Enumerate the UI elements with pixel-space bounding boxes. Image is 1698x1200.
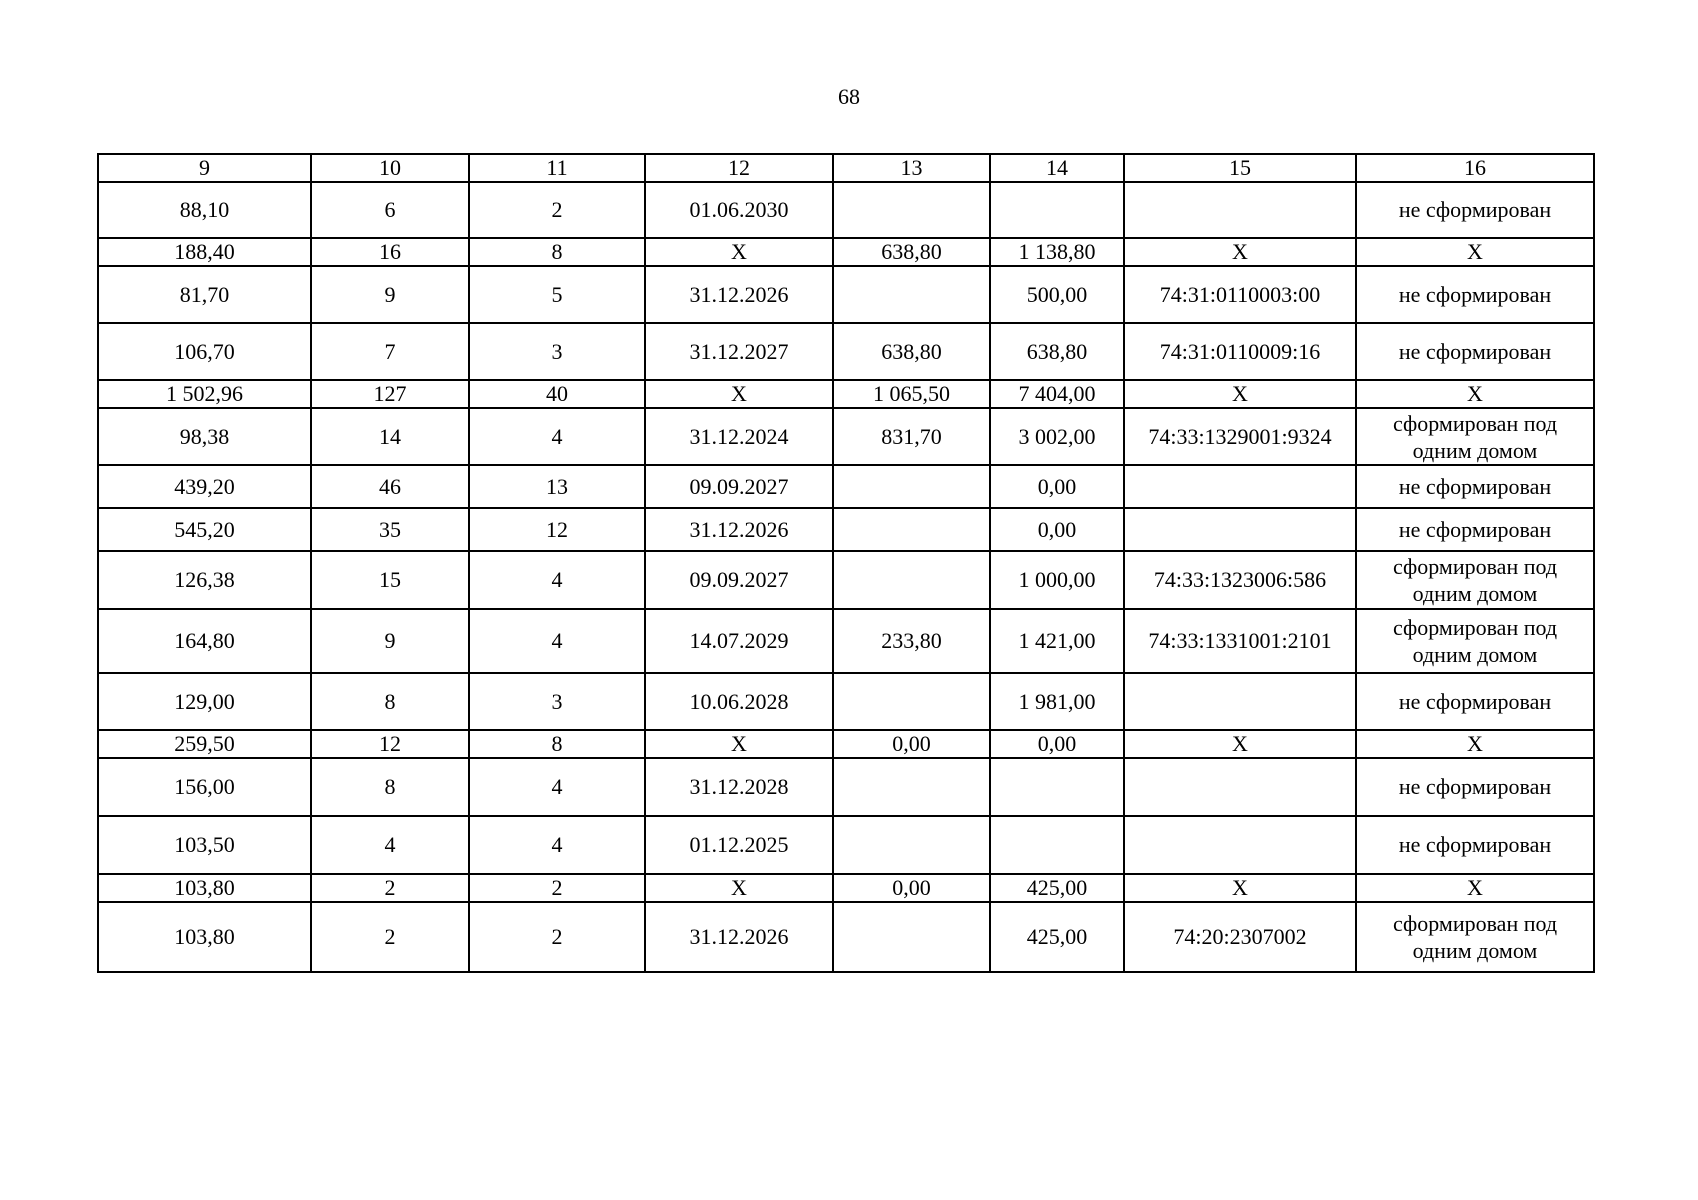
table-cell: 12 (469, 508, 645, 551)
table-cell: 164,80 (98, 609, 311, 673)
table-cell: 127 (311, 380, 469, 408)
table-cell: 31.12.2026 (645, 266, 833, 323)
table-cell: 1 000,00 (990, 551, 1124, 609)
table-cell: 3 002,00 (990, 408, 1124, 465)
table-cell (833, 902, 990, 972)
table-cell: 4 (469, 408, 645, 465)
table-cell: 500,00 (990, 266, 1124, 323)
table-row (98, 508, 1594, 551)
table-row (98, 874, 1594, 902)
table-cell (833, 551, 990, 609)
table-cell (1124, 508, 1356, 551)
table-cell: сформирован под одним домом (1356, 551, 1594, 609)
table-cell: 12 (311, 730, 469, 758)
table-cell: не сформирован (1356, 323, 1594, 380)
table-cell: 40 (469, 380, 645, 408)
table-cell: 0,00 (990, 508, 1124, 551)
table-cell (990, 758, 1124, 816)
table-cell: 31.12.2026 (645, 508, 833, 551)
table-cell: 4 (469, 609, 645, 673)
table-cell: не сформирован (1356, 673, 1594, 730)
table-cell: 4 (311, 816, 469, 874)
table-cell: 35 (311, 508, 469, 551)
table-cell: X (1356, 730, 1594, 758)
table-cell: 88,10 (98, 182, 311, 238)
table-cell: 0,00 (990, 465, 1124, 508)
table-cell: 1 421,00 (990, 609, 1124, 673)
table-cell: 74:33:1323006:586 (1124, 551, 1356, 609)
column-header: 11 (469, 154, 645, 182)
table-cell (833, 758, 990, 816)
table-cell: 1 502,96 (98, 380, 311, 408)
table-cell: 8 (311, 758, 469, 816)
table-cell: 16 (311, 238, 469, 266)
column-header: 10 (311, 154, 469, 182)
table-cell: 01.06.2030 (645, 182, 833, 238)
column-header: 15 (1124, 154, 1356, 182)
table-cell (1124, 816, 1356, 874)
table-row (98, 266, 1594, 323)
table-row (98, 551, 1594, 609)
table-cell: 129,00 (98, 673, 311, 730)
table-cell: 7 (311, 323, 469, 380)
table-cell: сформирован под одним домом (1356, 609, 1594, 673)
table-cell: 09.09.2027 (645, 551, 833, 609)
table-cell: X (645, 730, 833, 758)
table-cell: X (1356, 874, 1594, 902)
table-header-row (98, 154, 1594, 182)
table-cell: X (645, 380, 833, 408)
column-header: 16 (1356, 154, 1594, 182)
table-cell (833, 508, 990, 551)
table-cell: 0,00 (833, 874, 990, 902)
table-cell: не сформирован (1356, 816, 1594, 874)
table-cell: 2 (469, 902, 645, 972)
page-number: 68 (838, 84, 860, 109)
table-cell: 106,70 (98, 323, 311, 380)
table-cell: 439,20 (98, 465, 311, 508)
table-cell: 188,40 (98, 238, 311, 266)
column-header: 13 (833, 154, 990, 182)
table-cell: 74:20:2307002 (1124, 902, 1356, 972)
table-cell: X (1124, 238, 1356, 266)
table-cell: 9 (311, 609, 469, 673)
table-cell: 31.12.2028 (645, 758, 833, 816)
table-row (98, 408, 1594, 465)
table-cell: сформирован под одним домом (1356, 408, 1594, 465)
table-cell: 3 (469, 323, 645, 380)
table-cell: 31.12.2024 (645, 408, 833, 465)
table-cell: 4 (469, 758, 645, 816)
column-header: 9 (98, 154, 311, 182)
table-cell: 103,80 (98, 874, 311, 902)
table-cell: X (1356, 238, 1594, 266)
column-header: 12 (645, 154, 833, 182)
table-cell: 8 (311, 673, 469, 730)
table-cell: 638,80 (833, 238, 990, 266)
table-cell: X (1124, 730, 1356, 758)
table-cell: 74:31:0110009:16 (1124, 323, 1356, 380)
table-cell: 545,20 (98, 508, 311, 551)
table-cell (833, 816, 990, 874)
table-cell: 103,50 (98, 816, 311, 874)
table-cell: 74:33:1331001:2101 (1124, 609, 1356, 673)
table-cell: 425,00 (990, 902, 1124, 972)
table-cell: 31.12.2026 (645, 902, 833, 972)
table-cell: 638,80 (990, 323, 1124, 380)
table-cell (833, 673, 990, 730)
table-cell: 74:33:1329001:9324 (1124, 408, 1356, 465)
table-cell: 09.09.2027 (645, 465, 833, 508)
table-cell: 46 (311, 465, 469, 508)
table-cell: X (1124, 874, 1356, 902)
table-cell: не сформирован (1356, 465, 1594, 508)
table-cell: 10.06.2028 (645, 673, 833, 730)
table-row (98, 465, 1594, 508)
table-cell: 13 (469, 465, 645, 508)
table-cell: 3 (469, 673, 645, 730)
table-row (98, 238, 1594, 266)
table-row (98, 902, 1594, 972)
table-cell (990, 182, 1124, 238)
table-cell: 4 (469, 816, 645, 874)
table-row (98, 730, 1594, 758)
table-cell: 2 (311, 902, 469, 972)
column-header: 14 (990, 154, 1124, 182)
table-cell: не сформирован (1356, 508, 1594, 551)
table-cell: X (645, 238, 833, 266)
table-cell: не сформирован (1356, 266, 1594, 323)
table-cell: 9 (311, 266, 469, 323)
table-cell: 831,70 (833, 408, 990, 465)
table-cell: 8 (469, 238, 645, 266)
table-cell (1124, 673, 1356, 730)
table-cell: 6 (311, 182, 469, 238)
table-cell: 2 (469, 182, 645, 238)
table-cell: 156,00 (98, 758, 311, 816)
table-row (98, 182, 1594, 238)
table-cell: 2 (311, 874, 469, 902)
table-cell: 259,50 (98, 730, 311, 758)
table-cell: 126,38 (98, 551, 311, 609)
table-cell (1124, 465, 1356, 508)
table-cell: 5 (469, 266, 645, 323)
table-cell: X (1356, 380, 1594, 408)
data-table (97, 153, 1595, 973)
table-cell: 81,70 (98, 266, 311, 323)
table-cell: 98,38 (98, 408, 311, 465)
table-row (98, 380, 1594, 408)
table-cell: сформирован под одним домом (1356, 902, 1594, 972)
table-cell: 638,80 (833, 323, 990, 380)
table-cell: 425,00 (990, 874, 1124, 902)
table-cell: X (645, 874, 833, 902)
table-cell: 8 (469, 730, 645, 758)
table-cell: 1 981,00 (990, 673, 1124, 730)
table-cell: 4 (469, 551, 645, 609)
table-cell (990, 816, 1124, 874)
table-cell: 31.12.2027 (645, 323, 833, 380)
table-cell (1124, 182, 1356, 238)
table-cell: не сформирован (1356, 182, 1594, 238)
table-row (98, 673, 1594, 730)
table-cell: не сформирован (1356, 758, 1594, 816)
table-cell: 233,80 (833, 609, 990, 673)
table-row (98, 758, 1594, 816)
table-cell (833, 182, 990, 238)
table-cell: 103,80 (98, 902, 311, 972)
table-cell: 14 (311, 408, 469, 465)
table-cell: 15 (311, 551, 469, 609)
table-cell: 01.12.2025 (645, 816, 833, 874)
table-cell (833, 465, 990, 508)
table-cell: 2 (469, 874, 645, 902)
table-row (98, 816, 1594, 874)
table-cell: 0,00 (833, 730, 990, 758)
table-cell (1124, 758, 1356, 816)
table-cell: 1 065,50 (833, 380, 990, 408)
table-row (98, 323, 1594, 380)
table-cell (833, 266, 990, 323)
table-cell: 7 404,00 (990, 380, 1124, 408)
table-cell: 0,00 (990, 730, 1124, 758)
table-cell: 14.07.2029 (645, 609, 833, 673)
table-row (98, 609, 1594, 673)
table-cell: 1 138,80 (990, 238, 1124, 266)
table-cell: X (1124, 380, 1356, 408)
table-cell: 74:31:0110003:00 (1124, 266, 1356, 323)
